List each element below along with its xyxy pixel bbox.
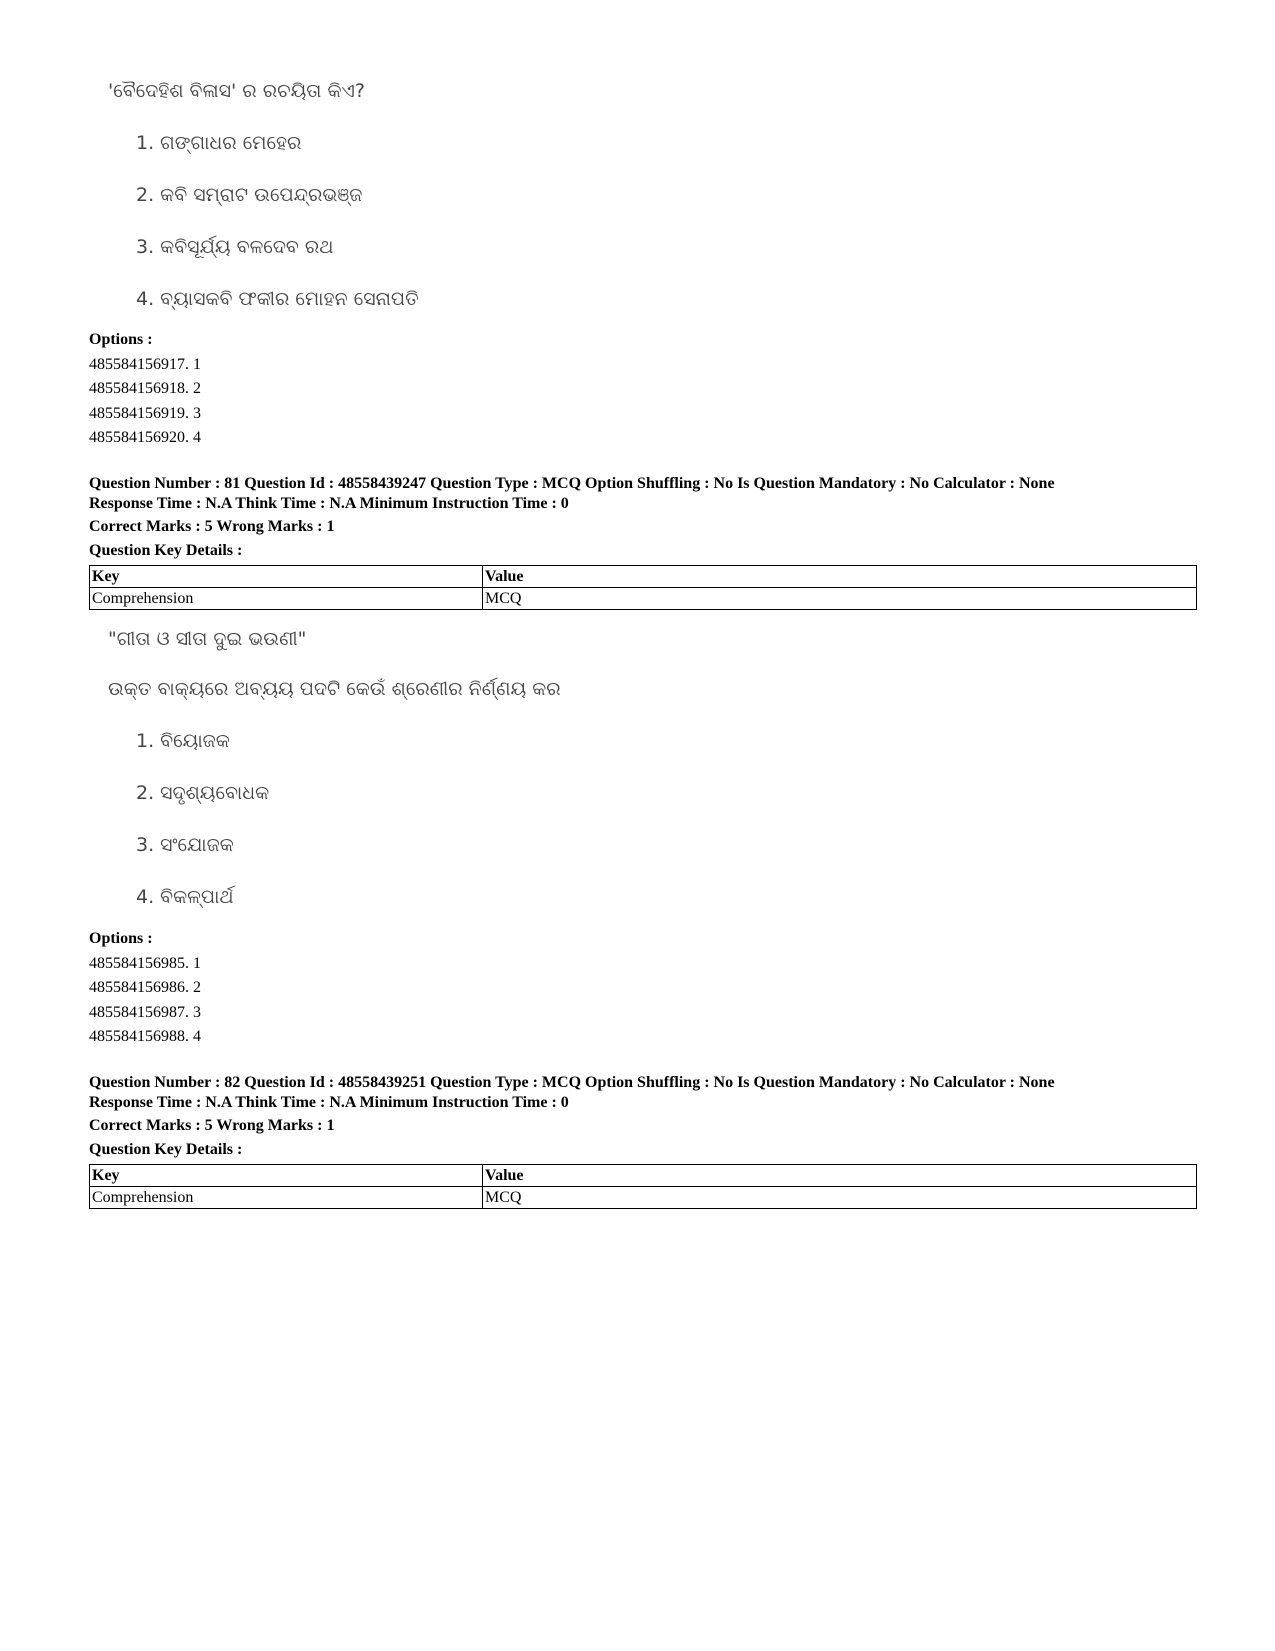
q80-stem: 'ବୈଦେହିଶ ବିଳାସ' ର ରଚୟିତା କିଏ? <box>108 80 365 102</box>
q81-image-option-2: 2. ସଦୃଶ୍ୟବୋଧକ <box>136 782 270 804</box>
key-header: Key <box>90 566 483 588</box>
q81-image-option-1: 1. ବିୟୋଜକ <box>136 730 230 752</box>
q80-image-option-4: 4. ବ୍ୟାସକବି ଫକୀର ମୋହନ ସେନାପତି <box>136 288 419 310</box>
table-row <box>90 566 1197 588</box>
q81-meta-line-1: Question Number : 81 Question Id : 48558439247 Question Type : MCQ Option Shuffling : No Is Question Mandatory : No Calculator : None <box>89 475 1055 492</box>
q81-marks: Correct Marks : 5 Wrong Marks : 1 <box>89 518 335 535</box>
q80-option-3: 485584156919. 3 <box>89 404 201 422</box>
q82-key-details-title: Question Key Details : <box>89 1141 243 1158</box>
q81-options-title: Options : <box>89 930 153 947</box>
q81-option-1: 485584156985. 1 <box>89 954 201 972</box>
q81-key-details-title: Question Key Details : <box>89 542 243 559</box>
key-cell: Comprehension <box>90 1187 483 1209</box>
key-header: Key <box>90 1165 483 1187</box>
q80-image-option-3: 3. କବିସୂର୍ଯ୍ୟ ବଳଦେବ ରଥ <box>136 236 334 258</box>
table-row <box>90 588 1197 610</box>
value-header: Value <box>483 1165 1197 1187</box>
q81-meta-line-2: Response Time : N.A Think Time : N.A Minimum Instruction Time : 0 <box>89 495 569 512</box>
q82-meta-line-1: Question Number : 82 Question Id : 48558439251 Question Type : MCQ Option Shuffling : No Is Question Mandatory : No Calculator : None <box>89 1074 1055 1091</box>
q80-option-1: 485584156917. 1 <box>89 355 201 373</box>
q80-image-option-1: 1. ଗଙ୍ଗାଧର ମେହେର <box>136 132 302 154</box>
q80-option-2: 485584156918. 2 <box>89 380 201 397</box>
value-header: Value <box>483 566 1197 588</box>
table-row <box>90 1187 1197 1209</box>
q82-marks: Correct Marks : 5 Wrong Marks : 1 <box>89 1117 335 1134</box>
q82-key-table <box>89 1164 1197 1209</box>
value-cell: MCQ <box>483 1187 1197 1209</box>
q82-meta-line-2: Response Time : N.A Think Time : N.A Minimum Instruction Time : 0 <box>89 1094 569 1111</box>
q81-stem-line-1: "ଗୀତା ଓ ସୀତା ଦୁଇ ଭଉଣୀ" <box>108 628 307 650</box>
table-row <box>90 1165 1197 1187</box>
q80-image-option-2: 2. କବି ସମ୍ରାଟ ଉପେନ୍ଦ୍ରଭଞ୍ଜ <box>136 184 363 206</box>
value-cell: MCQ <box>483 588 1197 610</box>
q81-stem-line-2: ଉକ୍ତ ବାକ୍ୟରେ ଅବ୍ୟୟ ପଦଟି କେଉଁ ଶ୍ରେଣୀର ନିର୍ଣ୍ଣୟ କର <box>108 678 561 700</box>
q80-options-title: Options : <box>89 331 153 348</box>
q81-image-option-4: 4. ବିକଳ୍ପାର୍ଥ <box>136 886 234 908</box>
q81-option-2: 485584156986. 2 <box>89 979 201 996</box>
q82-metadata <box>89 1073 1199 1209</box>
q81-key-table <box>89 565 1197 610</box>
q81-metadata <box>89 474 1199 610</box>
q81-options <box>89 927 201 1050</box>
q81-image-option-3: 3. ସଂଯୋଜକ <box>136 834 234 856</box>
key-cell: Comprehension <box>90 588 483 610</box>
q81-option-4: 485584156988. 4 <box>89 1028 201 1045</box>
q80-option-4: 485584156920. 4 <box>89 429 201 446</box>
q80-options <box>89 328 201 451</box>
q81-option-3: 485584156987. 3 <box>89 1003 201 1021</box>
